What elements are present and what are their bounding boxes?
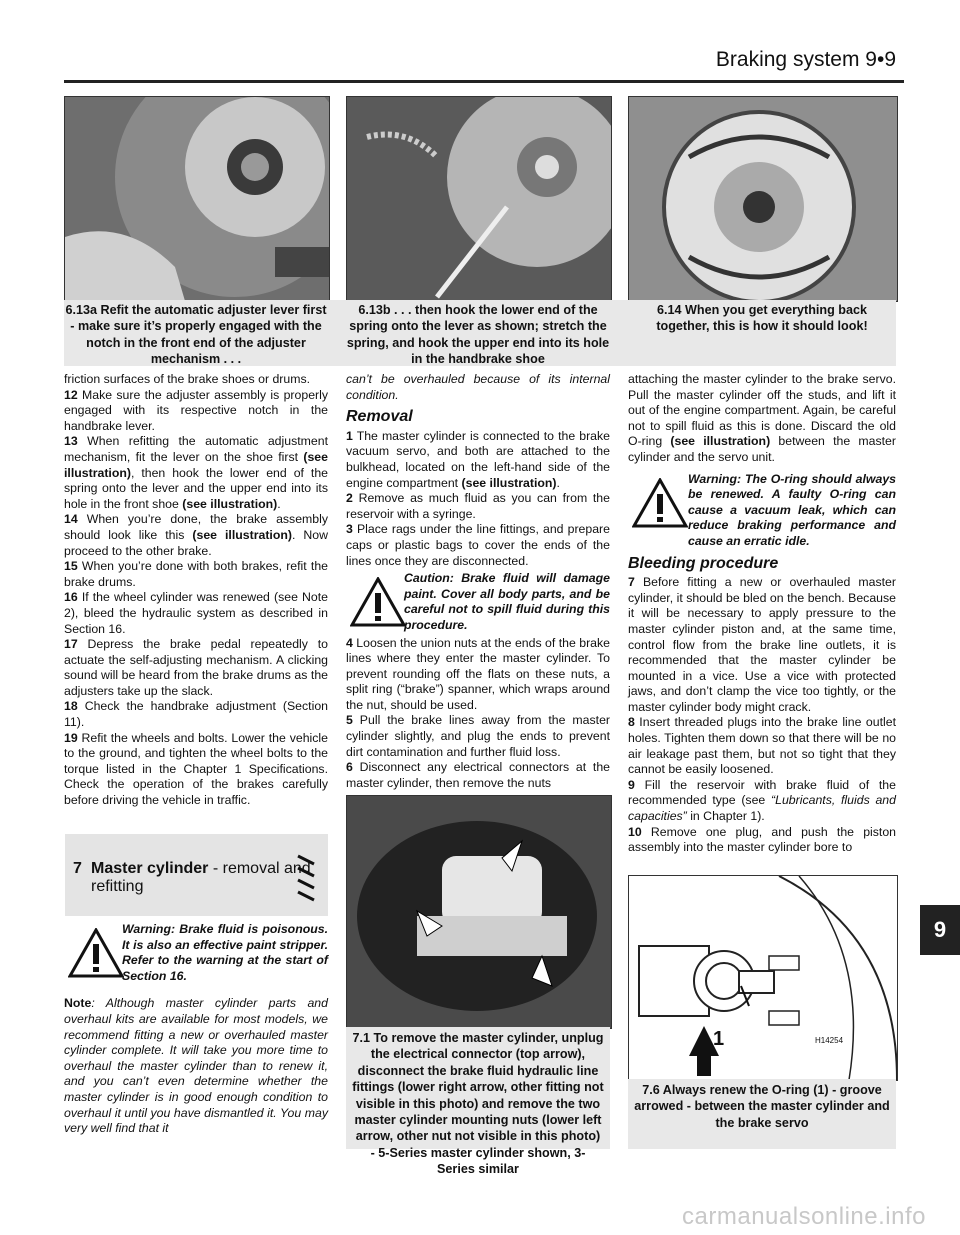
step-14: 14 When you’re done, the brake assembly should look like this (see illustration). Now proceed to the other brake. xyxy=(64,512,329,558)
section-number: 7 xyxy=(73,860,82,877)
step-8: 8 Insert threaded plugs into the brake line outlet holes. Tighten them down so that there will be no air leakage past them, but not so tight that they cannot be easily loosened. xyxy=(628,715,896,777)
step-12: 12 Make sure the adjuster assembly is properly engaged with its respective notch in the handbrake lever. xyxy=(64,387,329,433)
paragraph: friction surfaces of the brake shoes or drums. xyxy=(64,372,311,386)
column-3 xyxy=(628,372,896,856)
figure-label-1: 1 xyxy=(713,1028,725,1050)
step-16: 16 If the wheel cylinder was renewed (see Note 2), bleed the hydraulic system as described in Section 16. xyxy=(64,590,328,636)
caption-7-6: 7.6 Always renew the O-ring (1) - groove arrowed - between the master cylinder and the brake servo xyxy=(634,1083,890,1130)
caption-6-14: 6.14 When you get everything back together, this is how it should look! xyxy=(656,303,868,334)
difficulty-wrench-icon xyxy=(294,846,320,906)
step-10: 10 Remove one plug, and push the piston assembly into the master cylinder bore to xyxy=(628,824,897,855)
step-7: 7 Before fitting a new or overhauled master cylinder, it should be bled on the bench. Because it will be necessary to apply pressure to the master cylinder piston and, at the same time, control flow from the brake line outlets, it is recommended that the master cylinder be mounted in a vice. Use a vice with protected jaws, and don’t clamp the vice too tightly, or the master cylinder body might crack. xyxy=(628,575,896,714)
page-header xyxy=(0,0,960,90)
step-13: 13 When refitting the automatic adjustment mechanism, fit the lever on the shoe first (see illustration), then hook the lower end of the spring onto the lever and the upper end into its hole in the front shoe (see illustration). xyxy=(64,434,328,511)
paragraph: can’t be overhauled because of its internal condition. xyxy=(346,372,610,402)
warning-triangle-icon xyxy=(632,478,688,528)
caption-6-13b: 6.13b . . . then hook the lower end of the spring onto the lever as shown; stretch the spring, and hook the upper end into its hole in the handbrake shoe xyxy=(346,303,610,367)
page-title: Braking system 9•9 xyxy=(715,48,896,71)
master-cylinder-photo-illustration xyxy=(347,796,611,1028)
heading-bleeding: Bleeding procedure xyxy=(628,554,779,572)
brake-hub-photo-illustration xyxy=(65,97,329,301)
watermark: carmanualsonline.info xyxy=(682,1203,926,1230)
photo-6-14 xyxy=(628,96,898,302)
warning-triangle-icon xyxy=(68,928,124,978)
step-9: 9 Fill the reservoir with brake fluid of the recommended type (see “Lubricants, fluids and capacities” in Chapter 1). xyxy=(628,777,896,824)
step-6: 6 Disconnect any electrical connectors at the master cylinder, then remove the nuts xyxy=(346,760,610,790)
step-3: 3 Place rags under the line fittings, and prepare caps or plastic bags to cover the ends of the lines once they are disconnected. xyxy=(346,522,610,568)
photo-7-1 xyxy=(346,795,612,1029)
column-2 xyxy=(346,372,610,791)
brake-assembly-photo-illustration xyxy=(629,97,897,301)
photo-6-13a xyxy=(64,96,330,302)
section-7-heading-box xyxy=(65,834,328,916)
step-19: 19 Refit the wheels and bolts. Lower the vehicle to the ground, and tighten the wheel bolts to the torque listed in the Chapter 1 Specifications. Check the operation of the brakes carefully before driving the vehicle in traffic. xyxy=(64,730,328,808)
paragraph: attaching the master cylinder to the brake servo. Pull the master cylinder off the studs, and lift it out of the engine compartment. Again, be careful not to spill fluid as this is done. Discard the old O-ring (see illustration) between the master cylinder and the servo unit. xyxy=(628,372,896,464)
caution-paint: Caution: Brake fluid will damage paint. Cover all body parts, and be careful not to spill fluid during this procedure. xyxy=(346,571,610,633)
step-17: 17 Depress the brake pedal repeatedly to actuate the self-adjusting mechanism. A clicking sound will be heard from the brake drums as the adjusters take up the slack. xyxy=(64,637,329,698)
warning-triangle-icon xyxy=(350,577,406,627)
caption-7-1: 7.1 To remove the master cylinder, unplug the electrical connector (top arrow), disconnect the brake fluid hydraulic line fittings (lower right arrow, other fitting not visible in this photo) and remove the two master cylinder mounting nuts (lower left arrow, other nut not visible in this photo) - 5-Series master cylinder shown, 3-Series similar xyxy=(352,1031,604,1177)
caption-6-13a: 6.13a Refit the automatic adjuster lever first - make sure it’s properly engaged with the notch in the front end of the adjuster mechanism . . . xyxy=(65,303,327,367)
brake-spring-photo-illustration xyxy=(347,97,611,301)
figure-stamp: H14254 xyxy=(815,1036,844,1045)
photo-6-13b xyxy=(346,96,612,302)
o-ring-diagram-illustration xyxy=(629,876,897,1080)
step-15: 15 When you’re done with both brakes, refit the brake drums. xyxy=(64,559,328,589)
section-title: Master cylinder - removal and refitting xyxy=(91,860,311,895)
step-5: 5 Pull the brake lines away from the master cylinder slightly, and plug the ends to prevent dirt contamination and further fluid loss. xyxy=(346,713,611,759)
chapter-tab: 9 xyxy=(920,905,960,955)
column-1-lower xyxy=(64,922,328,1137)
step-18: 18 Check the handbrake adjustment (Section 11). xyxy=(64,699,328,730)
warning-o-ring: Warning: The O-ring should always be renewed. A faulty O-ring can cause a vacuum leak, which can reduce braking performance and cause an erratic idle. xyxy=(628,472,896,550)
header-rule xyxy=(64,80,904,83)
heading-removal: Removal xyxy=(346,408,413,426)
step-1: 1 The master cylinder is connected to the brake vacuum servo, and both are attached to the bulkhead, located on the left-hand side of the engine compartment (see illustration). xyxy=(346,428,610,490)
warning-brake-fluid: Warning: Brake fluid is poisonous. It is also an effective paint stripper. Refer to the warning at the start of Section 16. xyxy=(64,922,328,984)
column-1 xyxy=(64,372,328,809)
note-paragraph: Note: Although master cylinder parts and overhaul kits are available for most models, we recommend fitting a new or overhauled master cylinder complete. It will take you more time to overhaul the master cylinder than to renew it, and you can’t even determine whether the master cylinder is in good enough condition to overhaul it until you have dismantled it. You may very well find that it xyxy=(64,996,328,1136)
step-4: 4 Loosen the union nuts at the ends of the brake lines where they enter the master cylinder. To prevent rounding off the flats on these nuts, a split ring (“brake”) spanner, which wraps around the nut, should be used. xyxy=(346,635,610,712)
step-2: 2 Remove as much fluid as you can from the reservoir with a syringe. xyxy=(346,491,610,521)
figure-7-6 xyxy=(628,875,898,1081)
